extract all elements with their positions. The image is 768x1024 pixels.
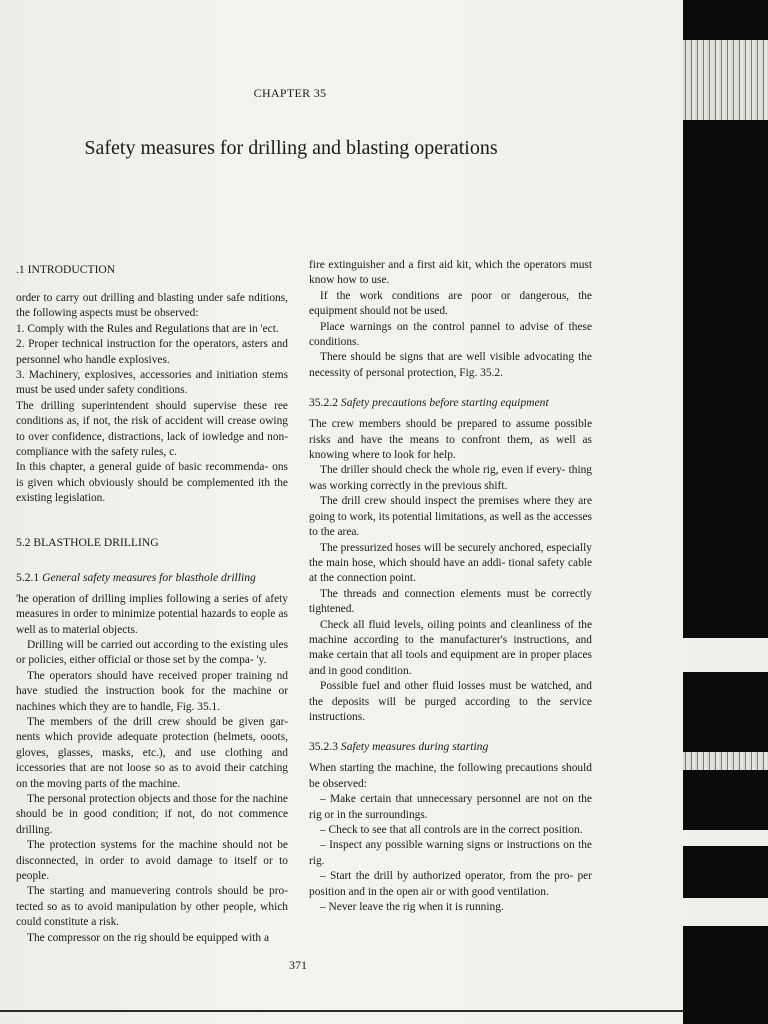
paragraph: Place warnings on the control pannel to advise of these conditions.	[309, 320, 592, 349]
paragraph: When starting the machine, the following precautions should be observed:	[309, 762, 592, 790]
list-item: – Check to see that all controls are in the correct position.	[320, 824, 583, 836]
subsection-number: 35.2.3	[309, 740, 338, 754]
paragraph: The members of the drill crew should be given gar- nents which provide adequate protection (helmets, ooots, gloves, glasses, masks, etc.), and use clothing and iccessories that are not loose so as to avoid their catching on the moving parts of the machine.	[16, 715, 288, 790]
paragraph: The operators should have received proper training nd have studied the instruction book for the machine or nachines which they are to handle, Fig. 35.1.	[16, 669, 288, 713]
left-column	[16, 262, 288, 946]
list-item: 2. Proper technical instruction for the operators, asters and personnel who handle explosives.	[16, 338, 288, 366]
paragraph: Possible fuel and other fluid losses must be watched, and the deposits will be purged according to the service instructions.	[309, 680, 592, 723]
paragraph: The compressor on the rig should be equipped with a	[27, 931, 269, 944]
paragraph: The pressurized hoses will be securely anchored, especially the main hose, which should have an addi- tional safety cable at the connection point.	[309, 541, 592, 585]
paragraph: The threads and connection elements must be correctly tightened.	[309, 587, 592, 616]
paragraph: There should be signs that are well visible advocating the necessity of personal protection, Fig. 35.2.	[309, 351, 592, 379]
paragraph: fire extinguisher and a first aid kit, which the operators must know how to use.	[309, 259, 592, 287]
paragraph: The drill crew should inspect the premises where they are going to work, its potential limitations, as well as the accesses to the area.	[309, 495, 592, 539]
section-heading-introduction: .1 INTRODUCTION	[16, 263, 116, 276]
paragraph: The driller should check the whole rig, even if every- thing was working correctly in the previous shift.	[309, 464, 592, 492]
subsection-heading-35-2-3	[309, 739, 592, 754]
subsection-heading-5-2-1	[16, 570, 288, 585]
paragraph: Check all fluid levels, oiling points and cleanliness of the machine according to the manufacturer's instructions, and make certain that all tools and equipment are in proper places and in good condition.	[309, 618, 592, 677]
edge-speckle	[683, 752, 768, 770]
paragraph: The personal protection objects and those for the nachine should be in good condition; if not, do not commence drilling.	[16, 792, 288, 836]
subsection-title: Safety precautions before starting equipment	[340, 396, 549, 410]
edge-speckle	[683, 40, 768, 120]
subsection-number: 5.2.1	[16, 570, 40, 584]
list-item: 1. Comply with the Rules and Regulations that are in 'ect.	[16, 322, 279, 335]
right-column	[309, 258, 592, 915]
edge-band	[683, 898, 768, 926]
list-item: 3. Machinery, explosives, accessories and initiation stems must be used under safety conditions.	[16, 369, 288, 397]
paragraph: If the work conditions are poor or dangerous, the equipment should not be used.	[309, 289, 592, 318]
paragraph: The starting and manuevering controls should be pro- tected so as to avoid manipulation by other people, which could constitute a risk.	[16, 885, 288, 929]
list-item: – Inspect any possible warning signs or instructions on the rig.	[309, 839, 592, 867]
subsection-heading-35-2-2	[309, 395, 592, 410]
paragraph: The drilling superintendent should supervise these ree conditions as, if not, the risk of accident will crease owing to over confidence, distractions, lack of iowledge and non-compliance with the safety rules, c.	[16, 399, 288, 459]
paragraph: The crew members should be prepared to assume possible risks and have the means to confront them, as well as knowing where to look for help.	[309, 418, 592, 462]
chapter-label: CHAPTER 35	[253, 86, 327, 100]
scan-edge	[683, 0, 768, 1024]
paragraph: Drilling will be carried out according to the existing ules or policies, either official or those set by the compa- 'y.	[16, 638, 288, 667]
paragraph: The protection systems for the machine should not be disconnected, in order to avoid damage to itself or to people.	[16, 839, 288, 882]
list-item: – Make certain that unnecessary personnel are not on the rig or in the surroundings.	[309, 793, 592, 821]
subsection-number: 35.2.2	[309, 396, 338, 410]
paragraph: In this chapter, a general guide of basic recommenda- ons is given which obviously should be complemented ith the existing legislation.	[16, 461, 288, 505]
edge-band	[683, 638, 768, 672]
list-item: – Start the drill by authorized operator, from the pro- per position and in the open air or with good ventilation.	[309, 870, 592, 898]
list-item: – Never leave the rig when it is running.	[320, 901, 504, 914]
edge-band	[683, 830, 768, 846]
subsection-title: Safety measures during starting	[340, 740, 489, 754]
footer-rule	[0, 1010, 683, 1012]
paragraph: 'he operation of drilling implies following a series of afety measures in order to minimize potential hazards to eople as well as to material objects.	[16, 592, 288, 636]
subsection-title: General safety measures for blasthole drilling	[42, 570, 256, 584]
chapter-title: Safety measures for drilling and blasting operations	[84, 137, 498, 159]
paragraph: order to carry out drilling and blasting under safe nditions, the following aspects must be observed:	[16, 292, 288, 320]
page-number: 371	[289, 958, 307, 972]
section-heading-blasthole-drilling: 5.2 BLASTHOLE DRILLING	[16, 535, 159, 549]
